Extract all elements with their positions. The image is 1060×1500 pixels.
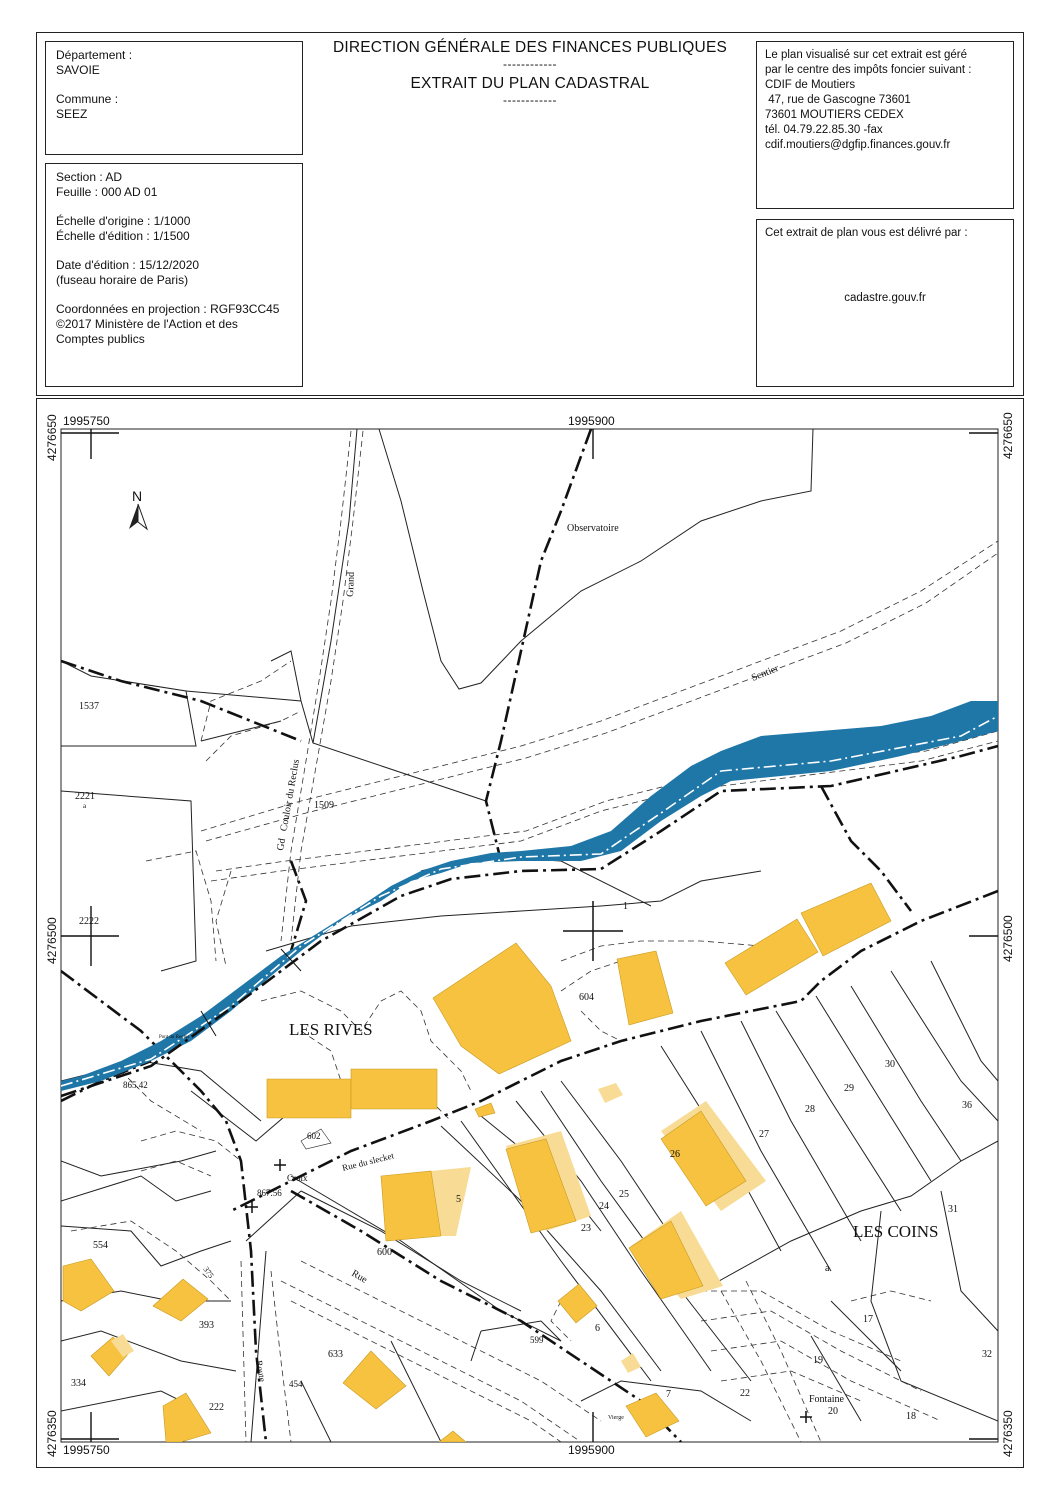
cadastral-map[interactable] (37, 399, 1022, 1466)
echelle-origine: Échelle d'origine : 1/1000 (56, 214, 191, 228)
coord-y-top-right: 4276650 (1001, 412, 1015, 459)
parcel-600: 600 (377, 1247, 392, 1258)
location-box (45, 41, 303, 155)
separator-1: ------------ (503, 57, 557, 71)
spot-height-865: 865.42 (123, 1080, 148, 1090)
parcel-18: 18 (906, 1411, 916, 1422)
departement-value: SAVOIE (56, 63, 100, 77)
parcel-36: 36 (962, 1100, 972, 1111)
delivery-label: Cet extrait de plan vous est délivré par : (765, 227, 968, 239)
commune-label: Commune : (56, 92, 119, 106)
cdif-email: cdif.moutiers@dgfip.finances.gouv.fr (765, 139, 951, 151)
place-les-coins: LES COINS (853, 1222, 939, 1241)
cdif-line-6: tél. 04.79.22.85.30 -fax (765, 124, 883, 136)
header-title: DIRECTION GÉNÉRALE DES FINANCES PUBLIQUES (332, 39, 728, 56)
label-rue-du-slecket: Rue du slecket (341, 1150, 395, 1173)
parcel-26: 26 (670, 1149, 680, 1160)
cdif-line-2: par le centre des impôts foncier suivant : (765, 64, 972, 76)
place-les-rives: LES RIVES (289, 1020, 373, 1039)
coord-y-middle-right: 4276500 (1001, 915, 1015, 962)
north-label: N (132, 488, 143, 504)
commune-value: SEEZ (56, 107, 88, 121)
parcel-22: 22 (740, 1388, 750, 1399)
delivery-box (756, 219, 1014, 387)
delivery-site: cadastre.gouv.fr (844, 292, 926, 304)
cdif-line-3: CDIF de Moutiers (765, 79, 856, 91)
parcel-454: 454 (289, 1379, 303, 1389)
label-vierge: Vierge (608, 1415, 624, 1421)
parcel-633: 633 (328, 1349, 343, 1360)
plan-info-box (45, 163, 303, 387)
coord-x-center-top: 1995900 (568, 414, 615, 428)
coord-y-bottom-right: 4276350 (1001, 1410, 1015, 1457)
parcel-375: 375 (201, 1264, 216, 1280)
parcel-2222: 2222 (79, 916, 99, 927)
north-arrow-icon (129, 504, 147, 529)
parcel-334: 334 (71, 1378, 86, 1389)
label-grand: Grand (345, 571, 357, 598)
parcel-a: a (825, 1263, 830, 1274)
header-title-block (307, 39, 753, 107)
label-croix: Croix (287, 1173, 308, 1183)
parcel-27: 27 (759, 1129, 769, 1140)
parcel-5: 5 (456, 1194, 461, 1205)
parcel-1537: 1537 (79, 701, 99, 712)
fuseau: (fuseau horaire de Paris) (56, 273, 189, 287)
separator-2: ------------ (503, 93, 557, 107)
label-fontaine: Fontaine (809, 1394, 844, 1405)
parcel-2221-a: a (83, 802, 87, 810)
label-route: Route (254, 1359, 268, 1383)
label-couloir: Gd Couloir du Reclus (275, 758, 303, 852)
coord-y-bottom-left: 4276350 (45, 1410, 59, 1457)
header-subtitle: EXTRAIT DU PLAN CADASTRAL (410, 75, 650, 92)
cdif-line-5: 73601 MOUTIERS CEDEX (765, 109, 904, 121)
buildings (63, 883, 891, 1442)
parcel-7: 7 (666, 1389, 671, 1400)
section: Section : AD (56, 170, 123, 184)
label-rue: Rue (349, 1268, 369, 1286)
parcel-31: 31 (948, 1204, 958, 1215)
label-sentier: Sentier (750, 662, 781, 684)
parcel-20: 20 (828, 1406, 838, 1417)
coord-y-top-left: 4276650 (45, 414, 59, 461)
coord-y-middle-left: 4276500 (45, 917, 59, 964)
parcel-30: 30 (885, 1059, 895, 1070)
feuille: Feuille : 000 AD 01 (56, 185, 158, 199)
spot-height-867: 867.56 (257, 1188, 282, 1198)
parcel-17: 17 (863, 1314, 873, 1325)
parcel-1: 1 (623, 901, 628, 912)
parcel-604: 604 (579, 992, 594, 1003)
cdif-box (756, 41, 1014, 209)
parcel-2221: 2221 (75, 791, 95, 802)
echelle-edition: Échelle d'édition : 1/1500 (56, 229, 190, 243)
coordonnees: Coordonnées en projection : RGF93CC45 (56, 302, 280, 316)
cdif-line-1: Le plan visualisé sur cet extrait est géré (765, 49, 967, 61)
parcel-1509: 1509 (314, 800, 334, 811)
departement-label: Département : (56, 48, 133, 62)
cdif-line-4: 47, rue de Gascogne 73601 (765, 94, 911, 106)
header-frame (36, 32, 1024, 396)
coord-x-center-bottom: 1995900 (568, 1443, 615, 1457)
parcel-23: 23 (581, 1223, 591, 1234)
copyright-line-1: ©2017 Ministère de l'Action et des (56, 317, 238, 331)
parcel-222: 222 (209, 1402, 224, 1413)
parcel-25: 25 (619, 1189, 629, 1200)
parcel-24: 24 (599, 1201, 609, 1212)
parcel-599: 599 (530, 1335, 544, 1345)
parcel-393: 393 (199, 1320, 214, 1331)
parcel-29: 29 (844, 1083, 854, 1094)
parcel-554: 554 (93, 1240, 108, 1251)
parcel-32: 32 (982, 1349, 992, 1360)
parcel-19: 19 (813, 1355, 823, 1366)
parcel-28: 28 (805, 1104, 815, 1115)
copyright-line-2: Comptes publics (56, 332, 145, 346)
parcel-numbers (71, 701, 992, 1422)
label-observatoire: Observatoire (567, 523, 619, 534)
map-frame (36, 398, 1024, 1468)
coord-x-left-top: 1995750 (63, 414, 110, 428)
parcel-6: 6 (595, 1323, 600, 1334)
coord-x-left-bottom: 1995750 (63, 1443, 110, 1457)
date-edition: Date d'édition : 15/12/2020 (56, 258, 200, 272)
label-pont: Pont du Reclus (159, 1035, 190, 1040)
parcel-602: 602 (307, 1131, 321, 1141)
